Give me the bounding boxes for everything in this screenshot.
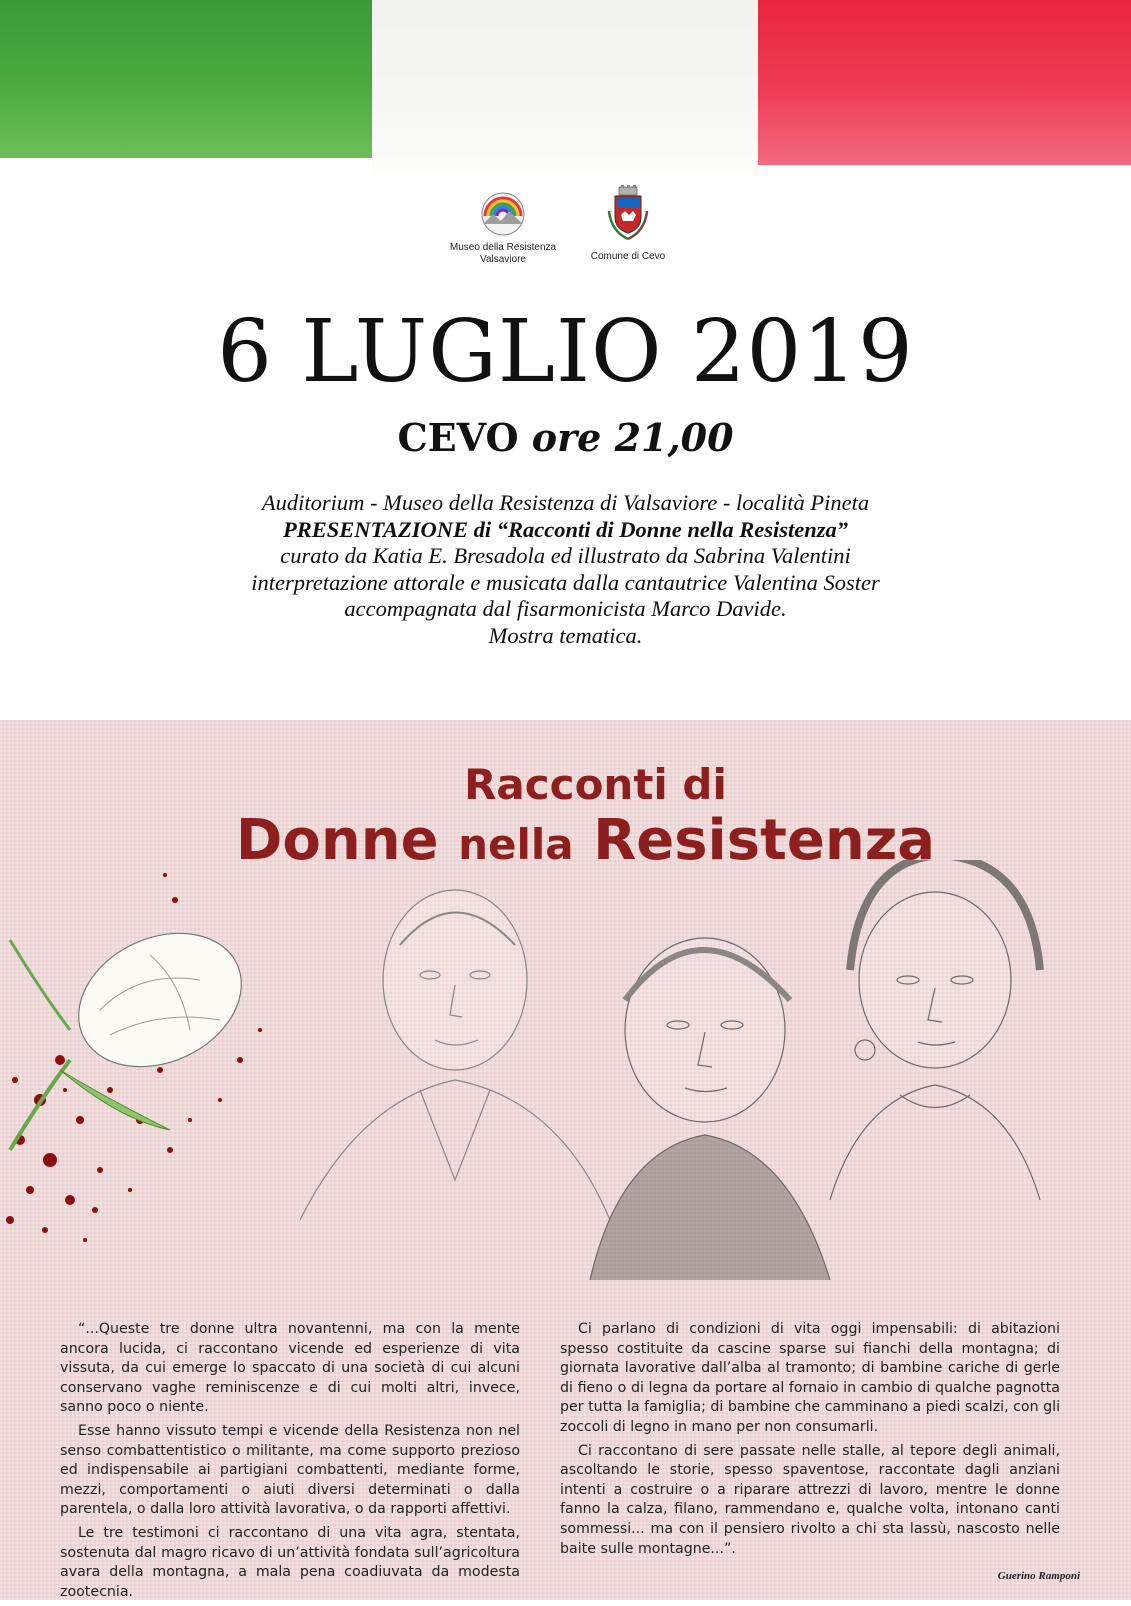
event-time: ore 21,00: [531, 415, 734, 460]
portrait-woman-center: [590, 938, 830, 1280]
text-column-right: [560, 1320, 1060, 1563]
event-description: [0, 490, 1131, 649]
presentation-label: PRESENTAZIONE: [282, 516, 468, 542]
book-title-word-donne: Donne: [235, 808, 439, 873]
event-place: CEVO: [397, 415, 519, 460]
paragraph: Esse hanno vissuto tempi e vicende della Resistenza non nel senso combattentistico o militante, ma come supporto prezioso ed indispensabile ai partigiani combattenti, mediante forme, mezzi, comportamenti o aiuti diversi determinati o dalla parentela, o dalla loro attività lavorativa, o da rapporti affettivi.: [60, 1422, 520, 1518]
illustration: [0, 860, 1131, 1300]
portrait-woman-right: [830, 860, 1040, 1200]
accompaniment-line: accompagnata dal fisarmonicista Marco Davide.: [344, 596, 787, 621]
flag-green-stripe: [0, 0, 372, 158]
presentation-title: di “Racconti di Donne nella Resistenza”: [468, 516, 849, 542]
paragraph: “...Queste tre donne ultra novantenni, ma con la mente ancora lucida, ci raccontano vicende ed esperienze di vita vissuta, da cui emerge lo spaccato di una società di cui alcuni conservano vaghe reminiscenze e di cui molti altri, invece, sanno poco o niente.: [60, 1321, 520, 1416]
italian-flag-banner: [0, 0, 1131, 175]
museo-name-line1: Museo della Resistenza: [449, 242, 557, 253]
coat-of-arms-icon: [605, 185, 651, 245]
text-column-left: [60, 1320, 520, 1606]
event-date: 6 LUGLIO 2019: [217, 302, 914, 402]
performance-line: interpretazione attorale e musicata dalla cantautrice Valentina Soster: [251, 569, 880, 595]
portrait-woman-left: [300, 890, 610, 1220]
flag-white-stripe: [372, 0, 758, 175]
presentation-line: [0, 517, 1131, 544]
flag-red-stripe: [758, 0, 1131, 165]
paragraph: Ci parlano di condizioni di vita oggi impensabili: di abitazioni spesso costituite da cascine sparse sui fianchi della montagna; di giornata lavorative dall’alba al tramonto; di bambine cariche di gerle di fieno o di legna da portare al fornaio in cambio di qualche pagnotta per tutta la famiglia; di bambine che camminano a piedi scalzi, con gli zoccoli di legno in mano per non consumarli.: [560, 1321, 1061, 1435]
book-title-word-resistenza: Resistenza: [593, 808, 936, 873]
museo-name-line2: Valsaviore: [480, 254, 526, 265]
museo-logo: [438, 190, 568, 266]
book-title-word-nella: nella: [458, 820, 574, 869]
event-place-time: [0, 414, 1131, 462]
exhibit-line: Mostra tematica.: [488, 622, 643, 648]
white-rose-illustration: [10, 908, 263, 1150]
paragraph: Ci raccontano di sere passate nelle stalle, al tepore degli animali, ascoltando le storie, spesso spaventose, raccontate dagli anziani intenti a costruire o a riparare attrezzi di lavoro, mentre le donne fanno la calza, filano, rammendano e, qualche volta, intonano canti sommessi... ma con il pensiero rivolto a chi sta lassù, nascosto nelle baite sulle montagne...”.: [560, 1442, 1060, 1557]
rainbow-mountain-icon: [475, 190, 531, 236]
location-line: Auditorium - Museo della Resistenza di Valsaviore - località Pineta: [261, 490, 870, 515]
comune-logo: [578, 185, 678, 263]
paragraph: Le tre testimoni ci raccontano di una vita agra, stentata, sostenuta dal magro ricavo di un’attività fondata sull’agricoltura avara della montagna, a mala pena coadiuvata da modesta zootecnia.: [60, 1524, 520, 1600]
comune-name: Comune di Cevo: [590, 251, 666, 262]
author-signature: Guerino Ramponi: [997, 1570, 1080, 1582]
book-title-line1: Racconti di: [464, 760, 727, 809]
curated-line: curato da Katia E. Bresadola ed illustrato da Sabrina Valentini: [280, 543, 851, 568]
